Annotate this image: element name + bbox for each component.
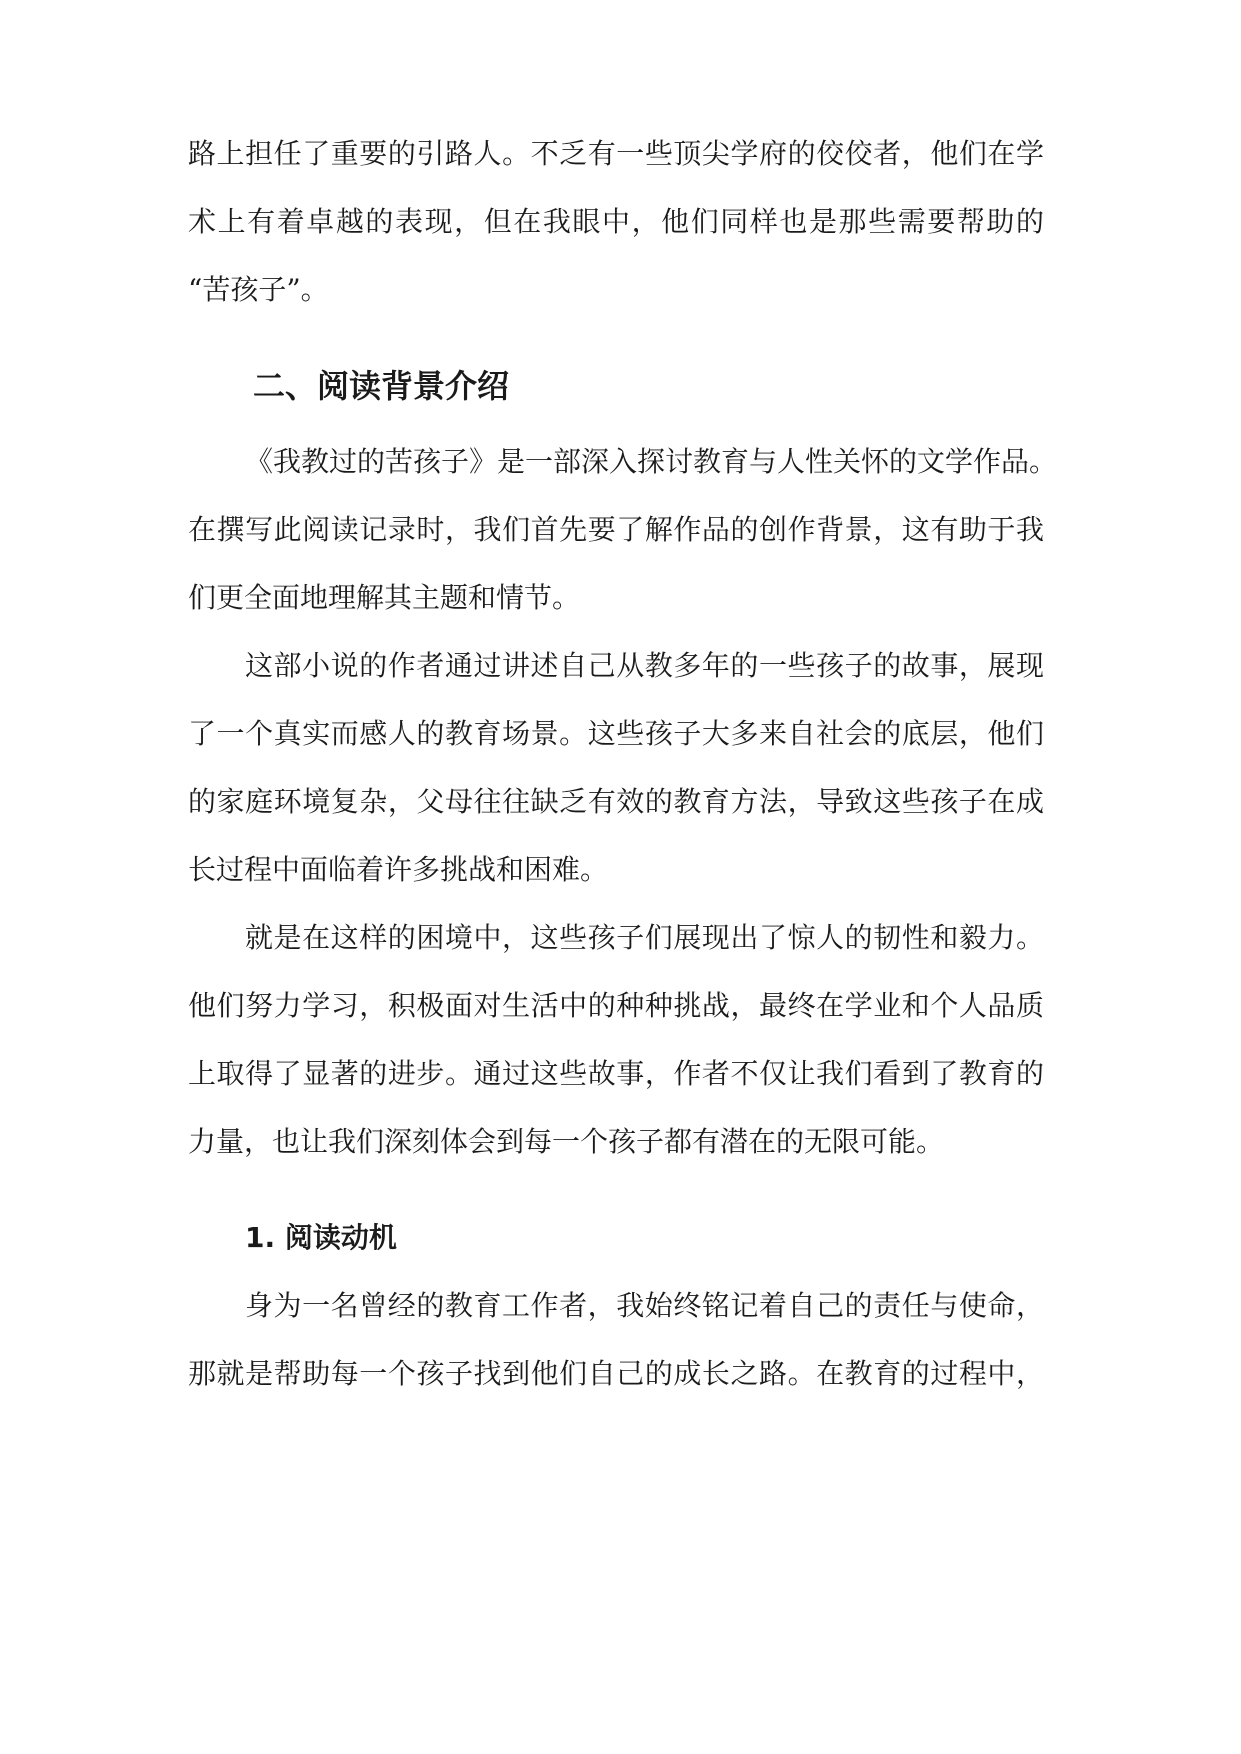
paragraph-line: 那就是帮助每一个孩子找到他们自己的成长之路。在教育的过程中， xyxy=(188,1357,1044,1390)
paragraph-line: 在撰写此阅读记录时，我们首先要了解作品的创作背景，这有助于我 xyxy=(188,513,1044,546)
subsection-heading: 1. 阅读动机 xyxy=(245,1221,397,1254)
paragraph-line: 这部小说的作者通过讲述自己从教多年的一些孩子的故事，展现 xyxy=(245,649,1044,682)
paragraph-line: “苦孩子”。 xyxy=(188,273,329,306)
section-heading: 二、阅读背景介绍 xyxy=(253,367,510,405)
paragraph-line: 术上有着卓越的表现，但在我眼中，他们同样也是那些需要帮助的 xyxy=(188,205,1044,238)
paragraph-line: 他们努力学习，积极面对生活中的种种挑战，最终在学业和个人品质 xyxy=(188,989,1044,1022)
paragraph-line: 《我教过的苦孩子》是一部深入探讨教育与人性关怀的文学作品。 xyxy=(245,445,1058,478)
paragraph-line: 上取得了显著的进步。通过这些故事，作者不仅让我们看到了教育的 xyxy=(188,1057,1044,1090)
paragraph-line: 身为一名曾经的教育工作者，我始终铭记着自己的责任与使命， xyxy=(245,1289,1044,1322)
paragraph-line: 长过程中面临着许多挑战和困难。 xyxy=(188,853,609,886)
paragraph-line: 的家庭环境复杂，父母往往缺乏有效的教育方法，导致这些孩子在成 xyxy=(188,785,1044,818)
paragraph-line: 路上担任了重要的引路人。不乏有一些顶尖学府的佼佼者，他们在学 xyxy=(188,137,1044,170)
paragraph-line: 力量，也让我们深刻体会到每一个孩子都有潜在的无限可能。 xyxy=(188,1125,945,1158)
paragraph-line: 了一个真实而感人的教育场景。这些孩子大多来自社会的底层，他们 xyxy=(188,717,1044,750)
paragraph-line: 们更全面地理解其主题和情节。 xyxy=(188,581,581,614)
paragraph-line: 就是在这样的困境中，这些孩子们展现出了惊人的韧性和毅力。 xyxy=(245,921,1044,954)
